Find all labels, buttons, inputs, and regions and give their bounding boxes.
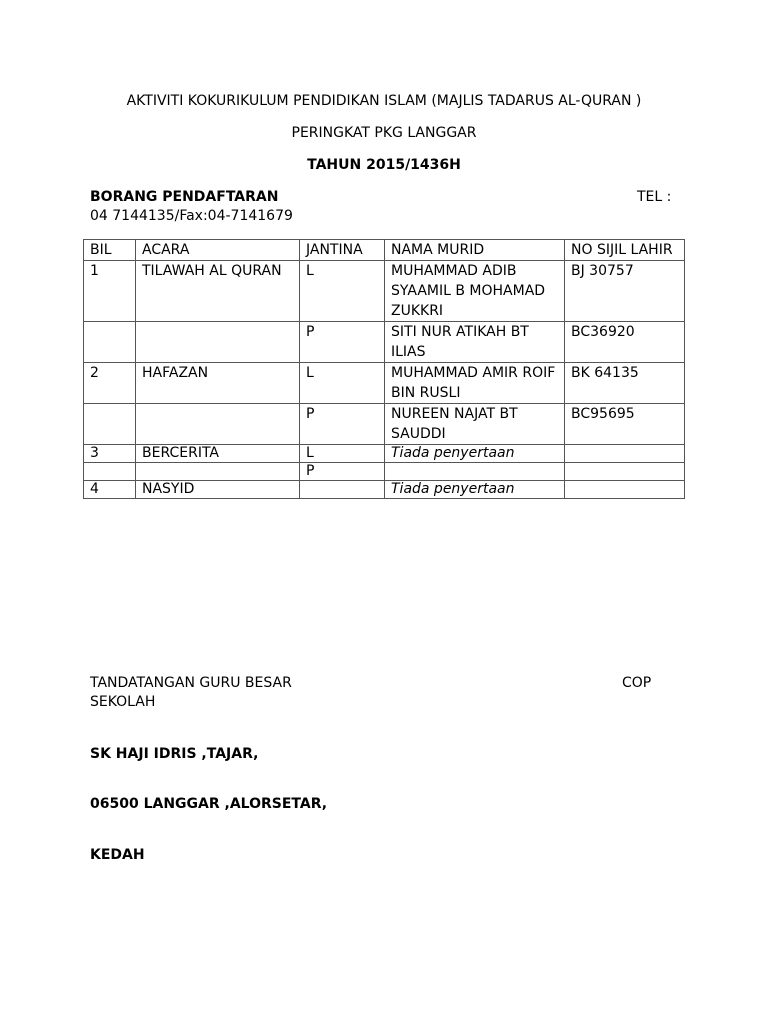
table-row — [84, 363, 685, 404]
cell-nama: MUHAMMAD AMIR ROIF BIN RUSLI — [385, 363, 565, 404]
table-row — [84, 445, 685, 463]
cell-sijil: BC95695 — [565, 404, 685, 445]
tel-value: 04 7144135/Fax:04-7141679 — [90, 208, 293, 224]
document-subtitle: PERINGKAT PKG LANGGAR — [291, 125, 477, 141]
header-nama: NAMA MURID — [385, 240, 565, 261]
document-year: TAHUN 2015/1436H — [307, 157, 461, 173]
cell-sijil: BC36920 — [565, 322, 685, 363]
cell-bil: 1 — [84, 261, 136, 322]
tel-label: TEL : — [637, 189, 672, 205]
cell-bil: 2 — [84, 363, 136, 404]
header-jantina: JANTINA — [300, 240, 385, 261]
cell-nama: Tiada penyertaan — [385, 481, 565, 499]
cell-bil — [84, 463, 136, 481]
cop-label-continued: SEKOLAH — [90, 694, 156, 710]
table-header-row — [84, 240, 685, 261]
signature-label: TANDATANGAN GURU BESAR — [90, 675, 292, 691]
cell-acara: BERCERITA — [136, 445, 300, 463]
cell-acara — [136, 404, 300, 445]
cell-acara — [136, 322, 300, 363]
cell-acara: NASYID — [136, 481, 300, 499]
document-title: AKTIVITI KOKURIKULUM PENDIDIKAN ISLAM (MAJLIS TADARUS AL-QURAN ) — [126, 93, 642, 109]
cell-jantina: L — [300, 261, 385, 322]
cell-nama: SITI NUR ATIKAH BT ILIAS — [385, 322, 565, 363]
cell-nama: NUREEN NAJAT BT SAUDDI — [385, 404, 565, 445]
cell-jantina: P — [300, 322, 385, 363]
header-sijil: NO SIJIL LAHIR — [565, 240, 685, 261]
header-acara: ACARA — [136, 240, 300, 261]
cell-nama: MUHAMMAD ADIB SYAAMIL B MOHAMAD ZUKKRI — [385, 261, 565, 322]
cell-sijil: BK 64135 — [565, 363, 685, 404]
school-address: 06500 LANGGAR ,ALORSETAR, — [90, 796, 328, 812]
school-name: SK HAJI IDRIS ,TAJAR, — [90, 746, 259, 762]
cop-label: COP — [622, 675, 652, 691]
registration-table — [83, 239, 685, 499]
table-row — [84, 322, 685, 363]
cell-acara — [136, 463, 300, 481]
cell-bil: 4 — [84, 481, 136, 499]
cell-jantina: P — [300, 404, 385, 445]
school-state: KEDAH — [90, 847, 145, 863]
cell-jantina: P — [300, 463, 385, 481]
cell-bil — [84, 322, 136, 363]
cell-sijil: BJ 30757 — [565, 261, 685, 322]
table-row — [84, 463, 685, 481]
cell-acara: HAFAZAN — [136, 363, 300, 404]
form-label: BORANG PENDAFTARAN — [90, 189, 279, 205]
cell-sijil — [565, 445, 685, 463]
cell-bil — [84, 404, 136, 445]
cell-jantina — [300, 481, 385, 499]
cell-nama: Tiada penyertaan — [385, 445, 565, 463]
cell-sijil — [565, 463, 685, 481]
cell-sijil — [565, 481, 685, 499]
header-bil: BIL — [84, 240, 136, 261]
table-row — [84, 481, 685, 499]
cell-nama — [385, 463, 565, 481]
cell-bil: 3 — [84, 445, 136, 463]
cell-jantina: L — [300, 363, 385, 404]
table-row — [84, 261, 685, 322]
cell-acara: TILAWAH AL QURAN — [136, 261, 300, 322]
cell-jantina: L — [300, 445, 385, 463]
table-row — [84, 404, 685, 445]
